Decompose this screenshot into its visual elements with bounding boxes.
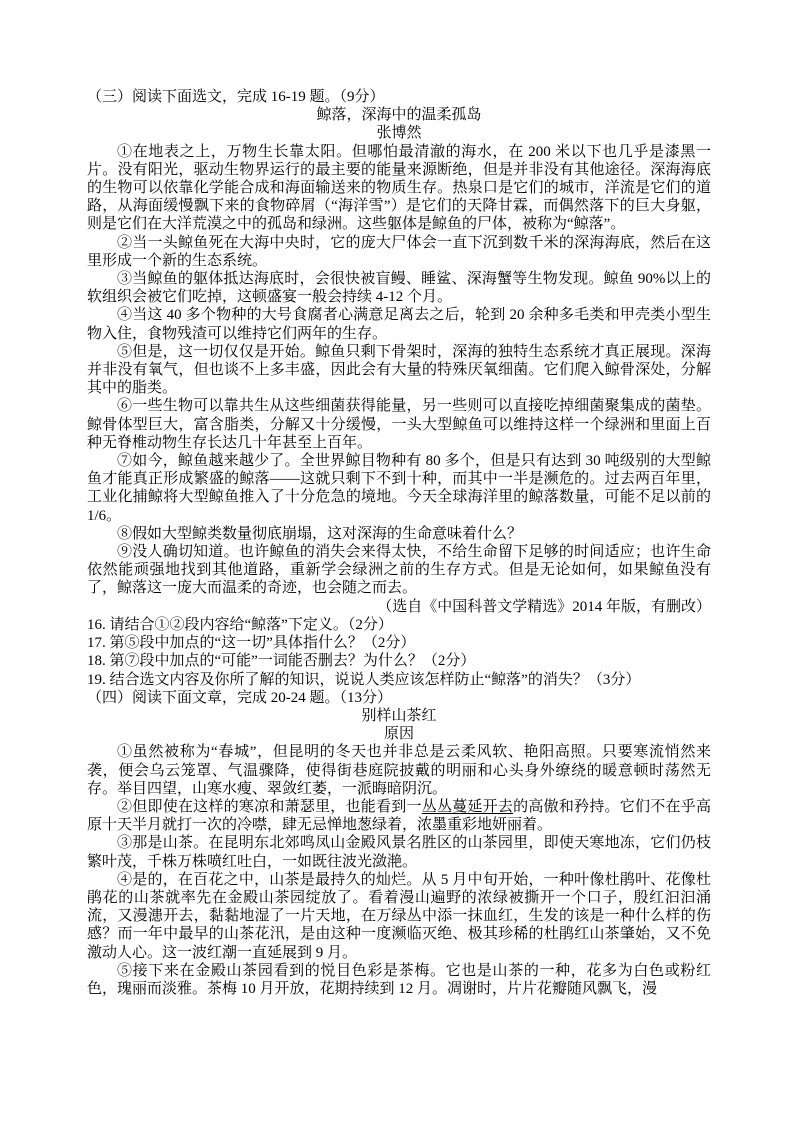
section4-paragraph-4: ④是的，在百花之中，山茶是最持久的灿烂。从 5 月中旬开始，一种叶像杜鹃叶、花像杜鹃花的山茶就率先在金殿山茶园绽放了。看着漫山遍野的浓绿被撕开一个口子，殷红汩汩涌流，又漫漶开去，黏黏地湿了一片天地，在万绿丛中添一抹血红，生发的该是一种什么样的伤感？而一年中最早的山茶花汛，是由这种一度濒临灭绝、极其珍稀的杜鹃红山茶肇始，又不免激动人心。这一波红潮一直延展到 9 月。 [87,871,711,961]
question-16: 16. 请结合①②段内容给“鲸落”下定义。（2分） [87,616,393,633]
section3-paragraph-9: ⑨没人确切知道。也许鲸鱼的消失会来得太快，不给生命留下足够的时间适应；也许生命依然能顽强地找到其他道路，重新学会绿洲之前的生存方式。但是无论如何，如果鲸鱼没有了，鲸落这一庞大而温柔的奇迹，也会随之而去。 [87,544,711,597]
section4-paragraph-1: ①虽然被称为“春城”，但昆明的冬天也并非总是云柔风软、艳阳高照。只要寒流悄然来袭，便会乌云笼罩、气温骤降，使得街巷庭院披戴的明丽和心头身外缭绕的暖意顿时荡然无存。举目四望，山寒水瘦、翠敛红萎，一派晦暗阴沉。 [87,744,711,797]
section3-paragraph-7: ⑦如今，鲸鱼越来越少了。全世界鲸目物种有 80 多个，但是只有达到 30 吨级别的大型鲸鱼才能真正形成繁盛的鲸落——这就只剩下不到十种，而其中一半是濒危的。过去两百年里，工业化捕鲸将大型鲸鱼推入了十分危急的境地。今天全球海洋里的鲸落数量，可能不足以前的 1/6。 [87,453,711,524]
section4-heading: （四）阅读下面文章，完成 20-24 题。（13分） [87,689,392,706]
paragraph-2-underlined-phrase: 丛丛蔓延开去 [421,798,514,815]
section3-heading: （三）阅读下面选文，完成 16-19 题。（9分） [87,89,385,105]
section3-paragraph-4: ④当这 40 多个物种的大号食腐者心满意足离去之后，轮到 20 余种多毛类和甲壳类小型生物入住，食物残渣可以维持它们两年的生存。 [87,307,711,342]
exam-text-block [87,88,711,998]
section3-paragraph-3: ③当鲸鱼的躯体抵达海底时，会很快被盲鳗、睡鲨、深海蟹等生物发现。鲸鱼 90%以上的软组织会被它们吃掉，这顿盛宴一般会持续 4-12 个月。 [87,271,711,306]
paragraph-2-text-after: 的高傲和矜持。它们不在乎高原十天半月就打一次的冷噤，肆无忌惮地葱绿着，浓墨重彩地妍丽着。 [87,798,711,834]
section3-paragraph-8: ⑧假如大型鲸类数量彻底崩塌，这对深海的生命意味着什么？ [117,525,523,542]
section3-paragraph-6: ⑥一些生物可以靠共生从这些细菌获得能量，另一些则可以直接吃掉细菌聚集成的菌垫。鲸骨体型巨大，富含脂类，分解又十分缓慢，一头大型鲸鱼可以维持这样一个绿洲和里面上百种无脊椎动物生存长达几十年甚至上百年。 [87,398,711,451]
section4-paragraph-5: ⑤接下来在金殿山茶园看到的悦目色彩是茶梅。它也是山茶的一种，花多为白色或粉红色，瑰丽而淡雅。茶梅 10 月开放，花期持续到 12 月。凋谢时，片片花瓣随风飘飞，漫 [87,962,711,997]
paragraph-2-text-before: ②但即使在这样的寒凉和萧瑟里，也能看到一 [117,798,422,815]
question-18: 18. 第⑦段中加点的“可能”一词能否删去？为什么？（2分） [87,653,476,670]
section4-article-author: 原因 [383,726,414,743]
question-17: 17. 第⑤段中加点的“这一切”具体指什么？（2分） [87,635,416,652]
section4-paragraph-3: ③那是山茶。在昆明东北郊鸣凤山金殿风景名胜区的山茶园里，即使天寒地冻，它们仍枝繁叶茂，千株万株喷红吐白，一如既往波光潋滟。 [87,835,711,870]
section4-paragraph-2 [87,798,711,834]
section4-article-title: 别样山茶红 [361,707,437,724]
question-19: 19. 结合选文内容及你所了解的知识，说说人类应该怎样防止“鲸落”的消失？（3分） [87,671,641,688]
section3-paragraph-5: ⑤但是，这一切仅仅是开始。鲸鱼只剩下骨架时，深海的独特生态系统才真正展现。深海并非没有氧气，但也谈不上多丰盛，因此会有大量的特殊厌氧细菌。它们爬入鲸骨深处，分解其中的脂类。 [87,343,711,397]
section3-article-author: 张博然 [376,125,422,142]
section3-source-citation: （选自《中国科普文学精选》2014 年版，有删改） [377,598,711,615]
section3-article-title: 鲸落，深海中的温柔孤岛 [316,107,482,124]
section3-paragraph-2: ②当一头鲸鱼死在大海中央时，它的庞大尸体会一直下沉到数千米的深海海底，然后在这里形成一个新的生态系统。 [87,234,711,269]
section3-paragraph-1: ①在地表之上，万物生长靠太阳。但哪怕最清澈的海水，在 200 米以下也几乎是漆黑一片。没有阳光，驱动生物界运行的最主要的能量来源断绝，但是并非没有其他途径。深海海底的生物可以依靠化学能合成和海面输送来的物质生存。热泉口是它们的城市，洋流是它们的道路，从海面缓慢飘下来的食物碎屑（“海洋雪”）是它们的天降甘霖，而偶然落下的巨大身躯，则是它们在大洋荒漠之中的孤岛和绿洲。这些躯体是鲸鱼的尸体，被称为“鲸落”。 [87,143,711,233]
